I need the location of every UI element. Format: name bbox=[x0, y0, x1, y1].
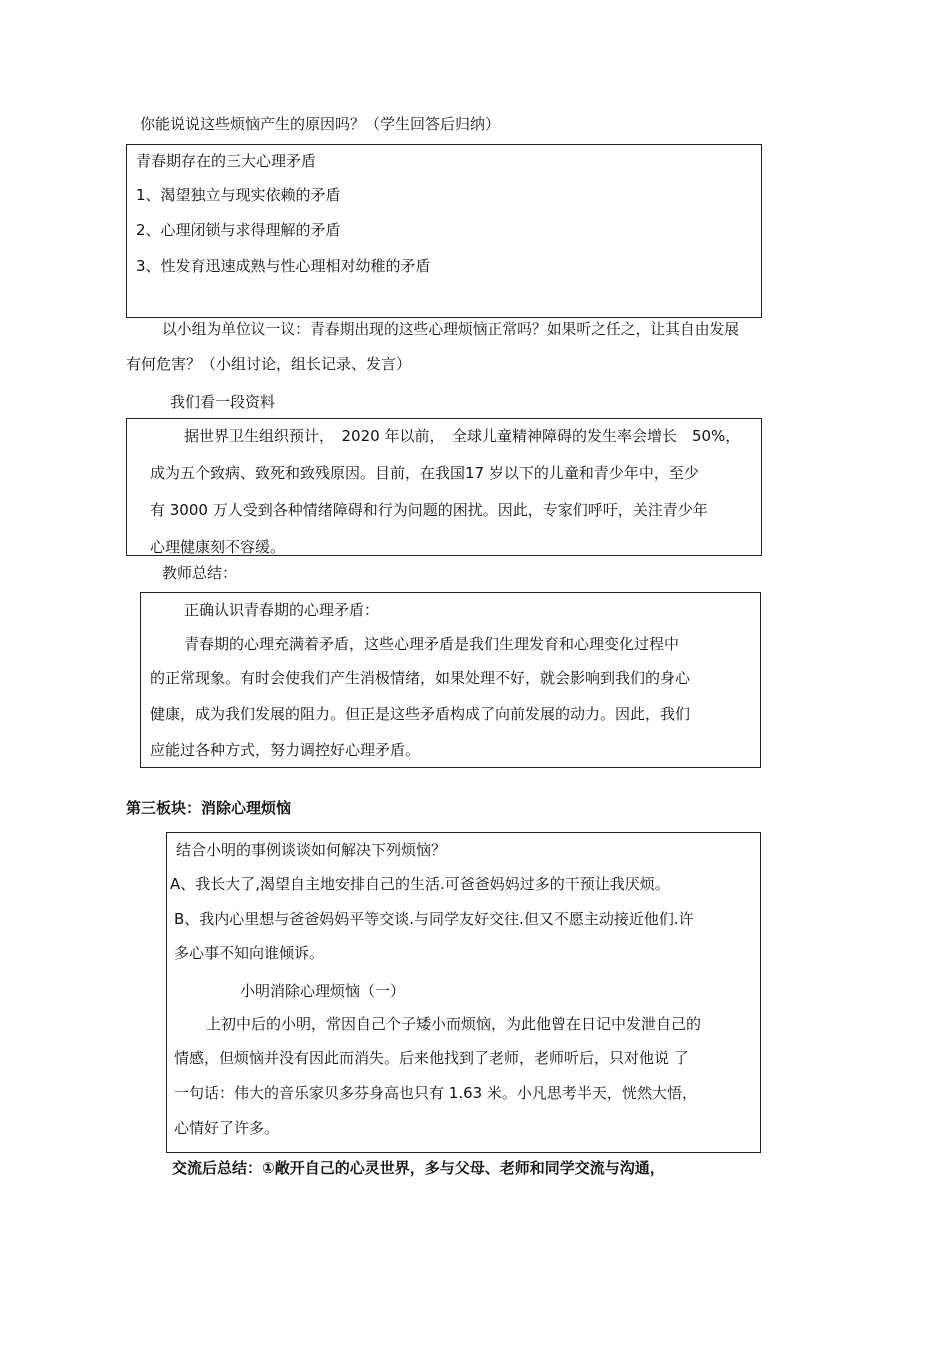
contradictions-title: 青春期存在的三大心理矛盾 bbox=[136, 152, 317, 170]
material-line: 据世界卫生组织预计， 2020 年以前， 全球儿童精神障碍的发生率会增长 50%， bbox=[184, 427, 741, 445]
case-story-line: 心情好了许多。 bbox=[174, 1119, 280, 1137]
material-line: 成为五个致病、致死和致残原因。目前，在我国17 岁以下的儿童和青少年中，至少 bbox=[150, 464, 699, 482]
case-story-title: 小明消除心理烦恼（一） bbox=[240, 982, 406, 1000]
contradiction-item: 3、性发育迅速成熟与性心理相对幼稚的矛盾 bbox=[136, 257, 431, 275]
case-story-line: 一句话：伟大的音乐家贝多芬身高也只有 1.63 米。小凡思考半天，恍然大悟， bbox=[174, 1084, 697, 1102]
intro-question: 你能说说这些烦恼产生的原因吗？（学生回答后归纳） bbox=[140, 115, 501, 133]
teacher-summary-line: 健康，成为我们发展的阻力。但正是这些矛盾构成了向前发展的动力。因此，我们 bbox=[150, 705, 691, 723]
case-question: 结合小明的事例谈谈如何解决下列烦恼？ bbox=[176, 841, 447, 859]
case-item-b: B、我内心里想与爸爸妈妈平等交谈.与同学友好交往.但又不愿主动接近他们.许 bbox=[174, 910, 694, 928]
exchange-summary: 交流后总结：①敞开自己的心灵世界，多与父母、老师和同学交流与沟通， bbox=[172, 1159, 665, 1177]
material-intro: 我们看一段资料 bbox=[170, 393, 276, 411]
material-line: 有 3000 万人受到各种情绪障碍和行为问题的困扰。因此，专家们呼吁，关注青少年 bbox=[150, 501, 708, 519]
teacher-summary-heading: 正确认识青春期的心理矛盾： bbox=[184, 601, 380, 619]
contradiction-item: 2、心理闭锁与求得理解的矛盾 bbox=[136, 221, 341, 239]
teacher-summary-line: 应能过各种方式，努力调控好心理矛盾。 bbox=[150, 741, 421, 759]
case-item-b-cont: 多心事不知向谁倾诉。 bbox=[174, 944, 325, 962]
teacher-summary-label: 教师总结： bbox=[162, 564, 238, 582]
case-story-line: 上初中后的小明，常因自己个子矮小而烦恼，为此他曾在日记中发泄自己的 bbox=[206, 1015, 702, 1033]
section-heading: 第三板块：消除心理烦恼 bbox=[126, 799, 292, 817]
discussion-line-1: 以小组为单位议一议：青春期出现的这些心理烦恼正常吗？如果听之任之，让其自由发展 bbox=[162, 321, 740, 338]
material-line: 心理健康刻不容缓。 bbox=[150, 538, 286, 556]
case-item-a: A、我长大了,渴望自主地安排自己的生活.可爸爸妈妈过多的干预让我厌烦。 bbox=[170, 875, 670, 893]
discussion-line-2: 有何危害？（小组讨论，组长记录、发言） bbox=[126, 355, 412, 373]
teacher-summary-line: 青春期的心理充满着矛盾，这些心理矛盾是我们生理发育和心理变化过程中 bbox=[184, 635, 680, 653]
contradiction-item: 1、渴望独立与现实依赖的矛盾 bbox=[136, 186, 341, 204]
teacher-summary-line: 的正常现象。有时会使我们产生消极情绪，如果处理不好，就会影响到我们的身心 bbox=[150, 669, 691, 687]
case-story-line: 情感，但烦恼并没有因此而消失。后来他找到了老师，老师听后，只对他说 了 bbox=[174, 1049, 689, 1067]
